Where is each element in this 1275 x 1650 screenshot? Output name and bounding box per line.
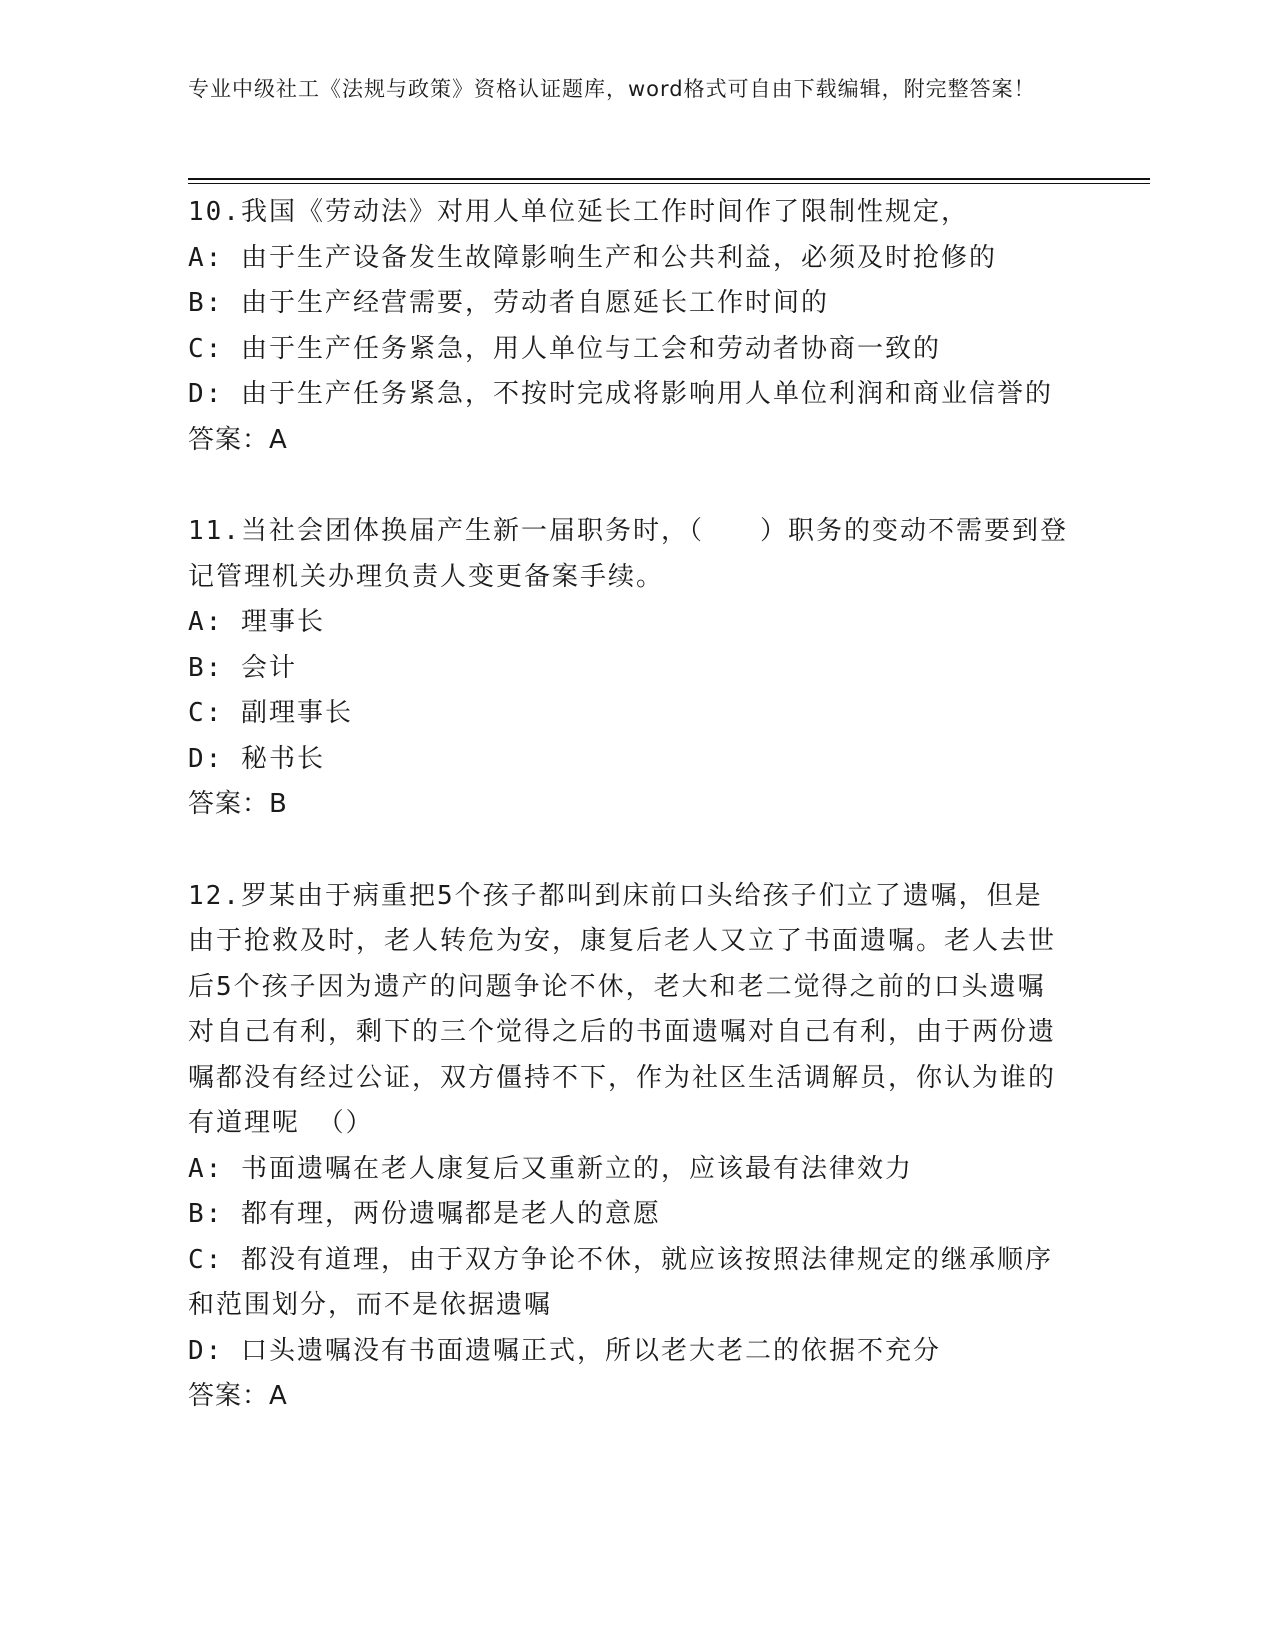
question-stem: 11.当社会团体换届产生新一届职务时，（ ）职务的变动不需要到登记管理机关办理负责人变更备案手续。 [188, 516, 1068, 592]
option-b: B: 都有理，两份遗嘱都是老人的意愿 [188, 1199, 661, 1229]
question-stem: 12.罗某由于病重把5个孩子都叫到床前口头给孩子们立了遗嘱，但是由于抢救及时，老人转危为安，康复后老人又立了书面遗嘱。老人去世后5个孩子因为遗产的问题争论不休，老大和老二觉得之前的口头遗嘱对自己有利，剩下的三个觉得之后的书面遗嘱对自己有利，由于两份遗嘱都没有经过公证，双方僵持不下，作为社区生活调解员，你认为谁的有道理呢 （） [188, 880, 1057, 1138]
option-b: B: 会计 [188, 652, 297, 683]
question-11 [188, 509, 1088, 828]
option-a: A: 书面遗嘱在老人康复后又重新立的，应该最有法律效力 [188, 1153, 913, 1184]
header-rule-thick [188, 178, 1150, 180]
question-12 [188, 874, 1088, 1420]
option-a: A: 由于生产设备发生故障影响生产和公共利益，必须及时抢修的 [188, 242, 997, 273]
option-d: D: 口头遗嘱没有书面遗嘱正式，所以老大老二的依据不充分 [188, 1335, 941, 1366]
option-c: C: 都没有道理，由于双方争论不休，就应该按照法律规定的继承顺序和范围划分，而不是依据遗嘱 [188, 1244, 1053, 1320]
spacer [188, 828, 1088, 874]
option-c: C: 副理事长 [188, 698, 353, 728]
question-list [188, 190, 1088, 1420]
question-10 [188, 190, 1088, 463]
answer-line: 答案：B [188, 789, 288, 819]
answer-line: 答案：A [188, 1381, 288, 1411]
question-stem: 10.我国《劳动法》对用人单位延长工作时间作了限制性规定， [188, 197, 969, 227]
header-rule-thin [188, 183, 1150, 184]
option-d: D: 由于生产任务紧急，不按时完成将影响用人单位利润和商业信誉的 [188, 379, 1053, 409]
option-d: D: 秘书长 [188, 743, 325, 774]
option-a: A: 理事长 [188, 607, 325, 637]
document-header: 专业中级社工《法规与政策》资格认证题库，word格式可自由下载编辑，附完整答案！ [188, 77, 1036, 101]
option-b: B: 由于生产经营需要，劳动者自愿延长工作时间的 [188, 288, 829, 318]
spacer [188, 463, 1088, 509]
option-c: C: 由于生产任务紧急，用人单位与工会和劳动者协商一致的 [188, 333, 941, 364]
answer-line: 答案：A [188, 424, 288, 455]
